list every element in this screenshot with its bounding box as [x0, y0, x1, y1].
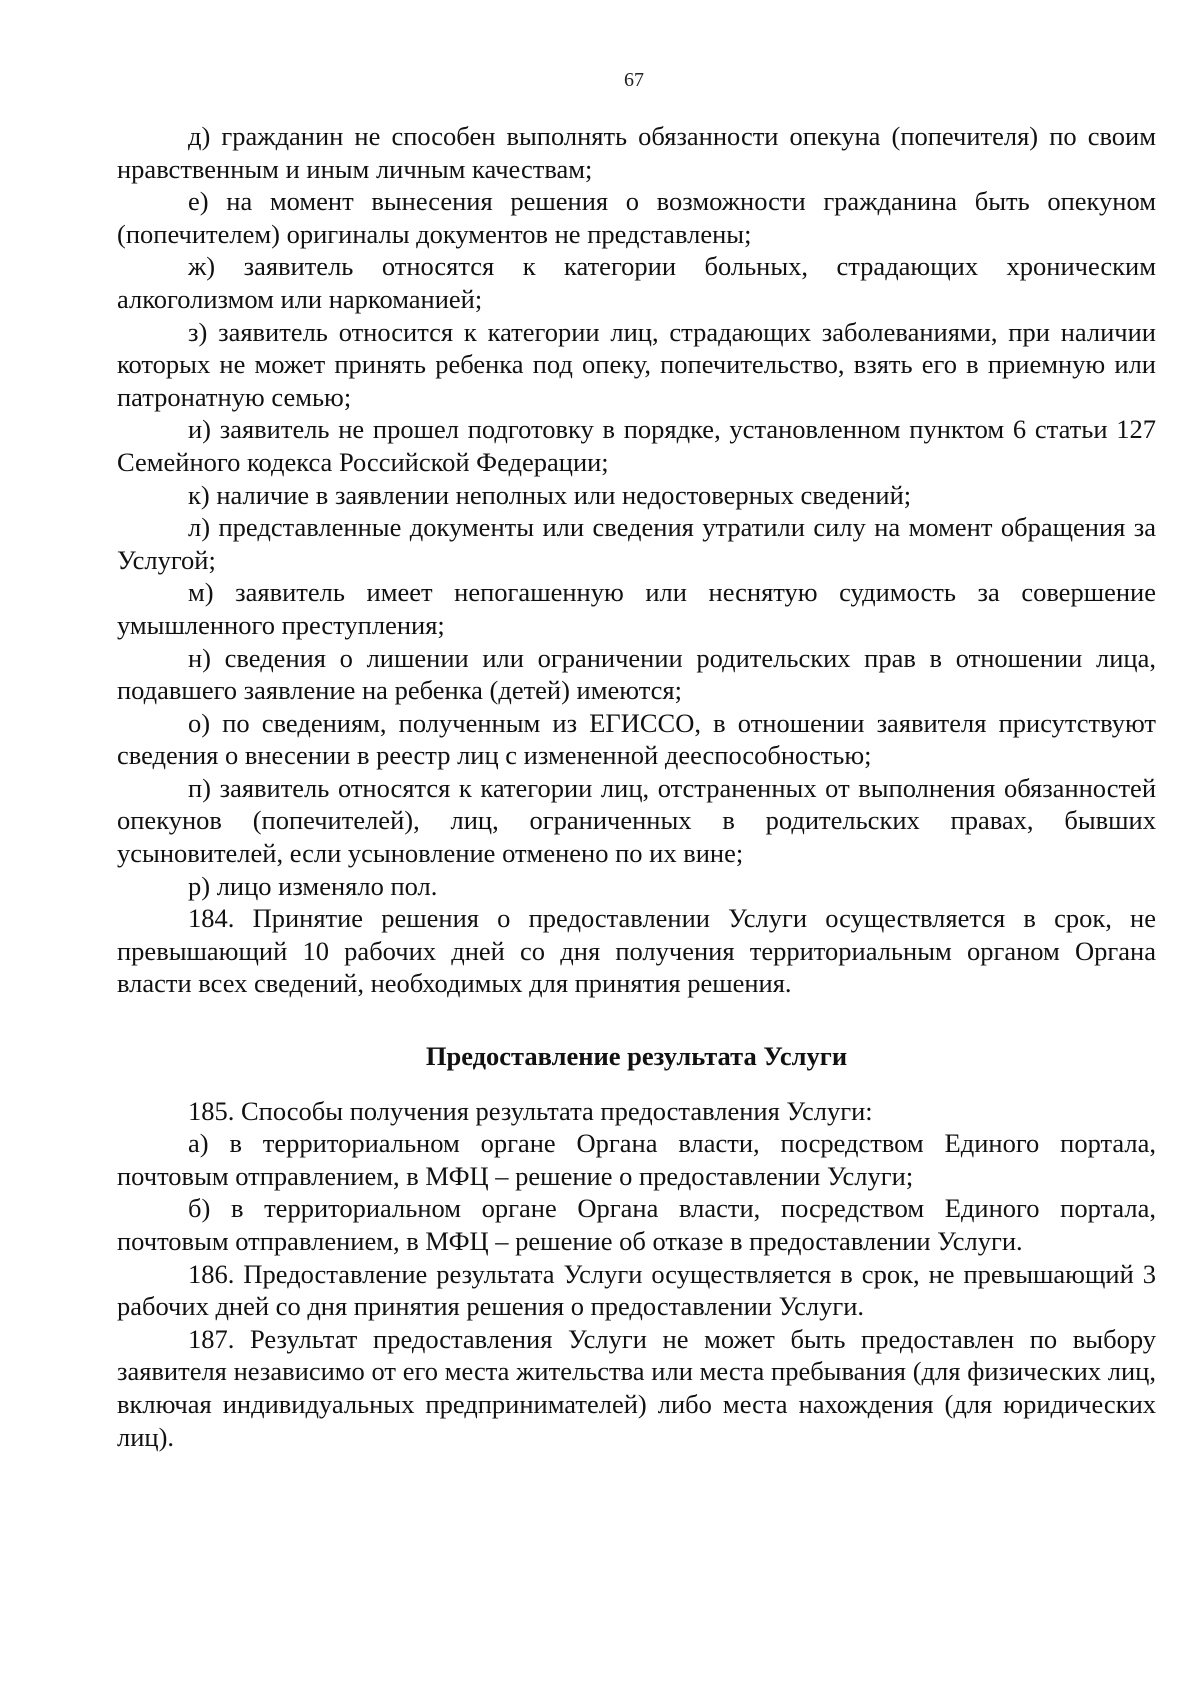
list-item-z: з) заявитель относится к категории лиц, страдающих заболеваниями, при наличии которых не может принять ребенка под опеку, попечительство, взять его в приемную или патронатную семью; — [117, 316, 1156, 412]
clause-184: 184. Принятие решения о предоставлении Услуги осуществляется в срок, не превышающий 10 рабочих дней со дня получения территориальным органом Органа власти всех сведений, необходимых для принятия решения. — [117, 903, 1156, 999]
section-heading: Предоставление результата Услуги — [425, 1041, 848, 1072]
list-item-m: м) заявитель имеет непогашенную или неснятую судимость за совершение умышленного преступления; — [117, 577, 1156, 640]
clause-185-item-a: а) в территориальном органе Органа власти, посредством Единого портала, почтовым отправлением, в МФЦ – решение о предоставлении Услуги; — [117, 1128, 1156, 1191]
clause-185-item-b: б) в территориальном органе Органа власти, посредством Единого портала, почтовым отправлением, в МФЦ – решение об отказе в предоставлении Услуги. — [117, 1193, 1156, 1256]
list-item-d: д) гражданин не способен выполнять обязанности опекуна (попечителя) по своим нравственным и иным личным качествам; — [117, 121, 1156, 184]
document-body — [117, 120, 1156, 1453]
list-item-r: р) лицо изменяло пол. — [188, 870, 438, 901]
page-number: 67 — [624, 69, 644, 91]
list-item-e: е) на момент вынесения решения о возможности гражданина быть опекуном (попечителем) оригиналы документов не представлены; — [117, 186, 1156, 249]
clause-185: 185. Способы получения результата предоставления Услуги: — [188, 1095, 873, 1126]
list-item-o: о) по сведениям, полученным из ЕГИССО, в отношении заявителя присутствуют сведения о внесении в реестр лиц с измененной дееспособностью; — [117, 707, 1156, 771]
list-item-zh: ж) заявитель относятся к категории больных, страдающих хроническим алкоголизмом или наркоманией; — [117, 251, 1156, 314]
clause-187: 187. Результат предоставления Услуги не может быть предоставлен по выбору заявителя независимо от его места жительства или места пребывания (для физических лиц, включая индивидуальных предпринимателей) либо места нахождения (для юридических лиц). — [117, 1323, 1156, 1452]
list-item-l: л) представленные документы или сведения утратили силу на момент обращения за Услугой; — [117, 512, 1156, 575]
list-item-k: к) наличие в заявлении неполных или недостоверных сведений; — [188, 479, 912, 510]
clause-186: 186. Предоставление результата Услуги осуществляется в срок, не превышающий 3 рабочих дней со дня принятия решения о предоставлении Услуги. — [117, 1258, 1156, 1322]
list-item-n: н) сведения о лишении или ограничении родительских прав в отношении лица, подавшего заявление на ребенка (детей) имеются; — [117, 642, 1156, 706]
list-item-i: и) заявитель не прошел подготовку в порядке, установленном пунктом 6 статьи 127 Семейного кодекса Российской Федерации; — [117, 414, 1156, 477]
list-item-p: п) заявитель относятся к категории лиц, отстраненных от выполнения обязанностей опекунов (попечителей), лиц, ограниченных в родительских правах, бывших усыновителей, если усыновление отменено по их вине; — [117, 772, 1156, 869]
